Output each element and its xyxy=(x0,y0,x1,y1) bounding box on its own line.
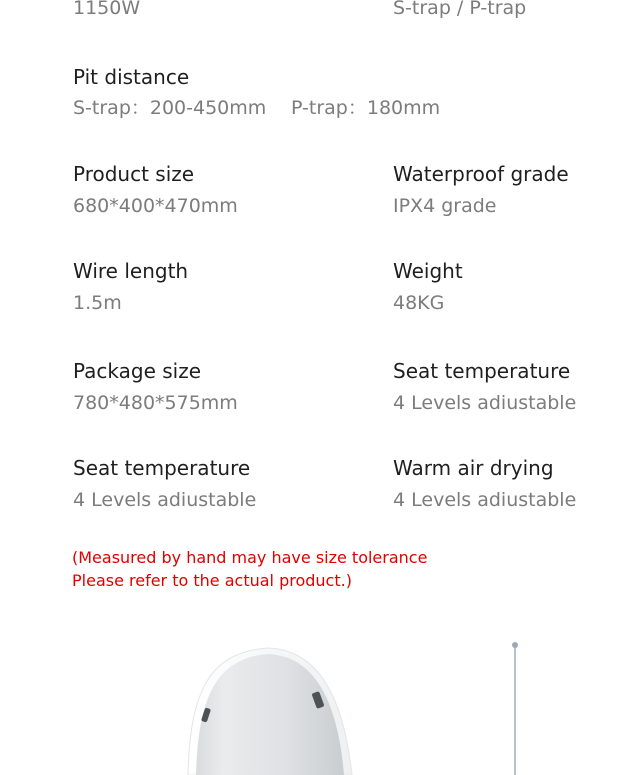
pit-distance-p-trap-value: P-trap：180mm xyxy=(291,97,441,119)
tolerance-note xyxy=(72,546,427,592)
weight-value: 48KG xyxy=(393,292,445,314)
product-size-label: Product size xyxy=(73,162,195,186)
wire-length-label: Wire length xyxy=(73,259,189,283)
seat-temperature-value: 4 Levels adiustable xyxy=(393,392,577,414)
weight-label: Weight xyxy=(393,259,463,283)
pit-distance-s-trap-value: S-trap：200-450mm xyxy=(73,97,267,119)
warm-air-drying-label: Warm air drying xyxy=(393,456,554,480)
seat-temperature-value: 4 Levels adiustable xyxy=(73,489,257,511)
waterproof-grade-value: IPX4 grade xyxy=(393,195,497,217)
seat-temperature-label: Seat temperature xyxy=(393,359,571,383)
product-size-value: 680*400*470mm xyxy=(73,195,238,217)
package-size-label: Package size xyxy=(73,359,202,383)
tolerance-note-line-1: (Measured by hand may have size tolerance xyxy=(72,548,428,567)
pit-distance-label: Pit distance xyxy=(73,65,190,89)
seat-temperature-label: Seat temperature xyxy=(73,456,251,480)
warm-air-drying-value: 4 Levels adiustable xyxy=(393,489,577,511)
waterproof-grade-label: Waterproof grade xyxy=(393,162,569,186)
power-value: 1150W xyxy=(73,0,141,19)
product-image xyxy=(0,620,640,775)
drainage-type-value: S-trap / P-trap xyxy=(393,0,527,19)
tolerance-note-line-2: Please refer to the actual product.) xyxy=(72,571,352,590)
wire-length-value: 1.5m xyxy=(73,292,122,314)
package-size-value: 780*480*575mm xyxy=(73,392,238,414)
